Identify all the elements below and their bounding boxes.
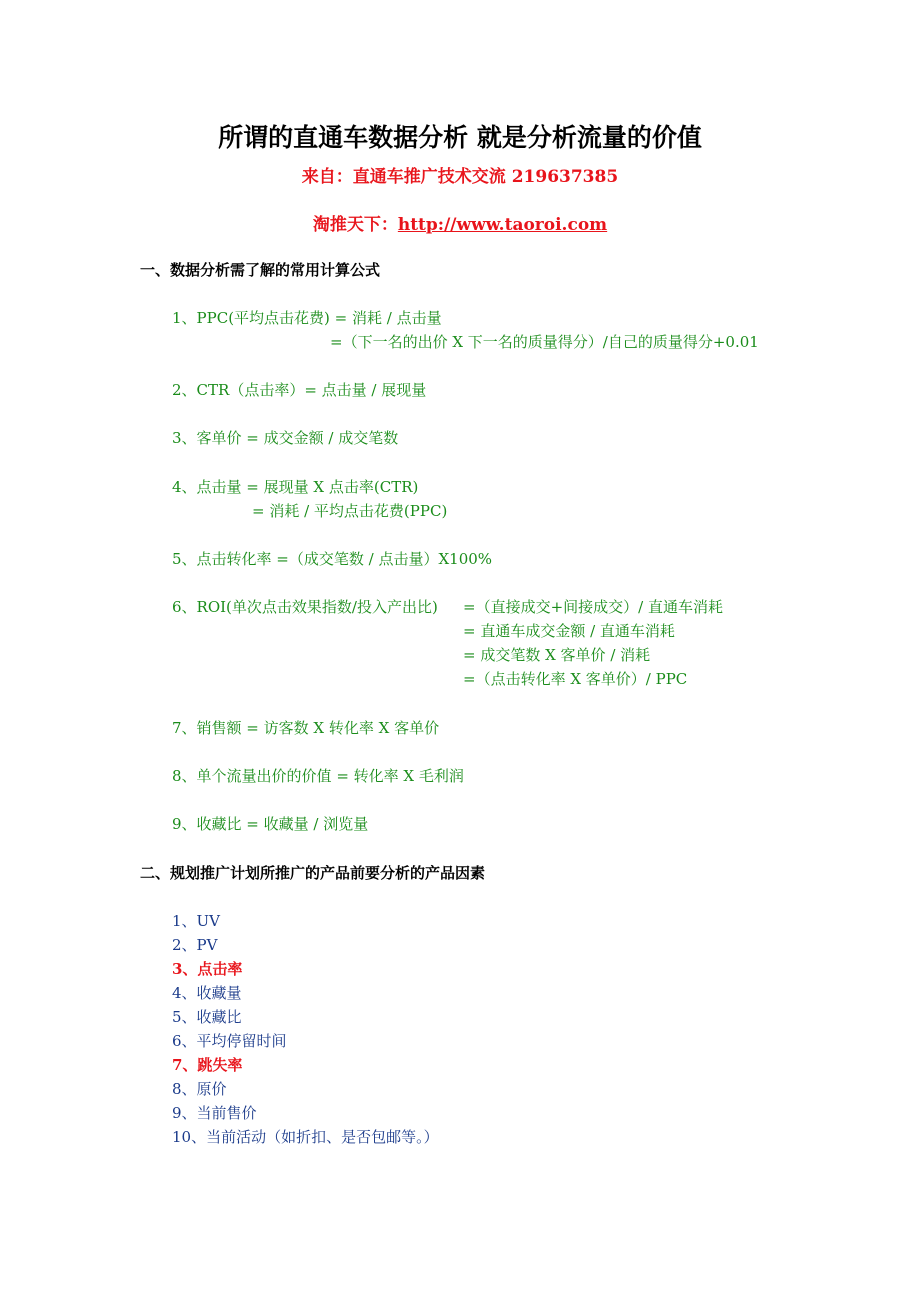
formula-3: 3、客单价 = 成交金额 / 成交笔数	[172, 429, 399, 447]
factor-item: 9、当前售价	[172, 1104, 257, 1122]
factor-item: 1、UV	[172, 912, 221, 930]
formula-5: 5、点击转化率 =（成交笔数 / 点击量）X100%	[172, 550, 493, 568]
factor-item: 6、平均停留时间	[172, 1032, 287, 1050]
page-title: 所谓的直通车数据分析 就是分析流量的价值	[218, 123, 702, 152]
section-2-heading: 二、规划推广计划所推广的产品前要分析的产品因素	[140, 864, 486, 882]
factor-item-highlighted: 3、点击率	[172, 960, 243, 978]
site-prefix: 淘推天下：	[312, 215, 398, 235]
formula-6-rhs-1: =（直接成交+间接成交）/ 直通车消耗	[463, 598, 723, 616]
formula-4-cont: = 消耗 / 平均点击花费(PPC)	[252, 502, 448, 520]
formula-1: 1、PPC(平均点击花费) = 消耗 / 点击量	[172, 309, 442, 327]
site-line	[0, 210, 920, 235]
formula-2: 2、CTR（点击率）= 点击量 / 展现量	[172, 381, 427, 399]
formula-6-rhs-3: = 成交笔数 X 客单价 / 消耗	[463, 646, 651, 664]
factor-item: 5、收藏比	[172, 1008, 242, 1026]
formula-6-rhs-2: = 直通车成交金额 / 直通车消耗	[463, 622, 675, 640]
formula-6: 6、ROI(单次点击效果指数/投入产出比)	[172, 598, 438, 616]
formula-1-cont: =（下一名的出价 X 下一名的质量得分）/自己的质量得分+0.01	[330, 333, 759, 351]
formula-8: 8、单个流量出价的价值 = 转化率 X 毛利润	[172, 767, 464, 785]
site-link[interactable]: http://www.taoroi.com	[397, 215, 608, 235]
formula-7: 7、销售额 = 访客数 X 转化率 X 客单价	[172, 719, 440, 737]
formula-4: 4、点击量 = 展现量 X 点击率(CTR)	[172, 478, 419, 496]
factor-item: 4、收藏量	[172, 984, 242, 1002]
section-1-heading: 一、数据分析需了解的常用计算公式	[140, 261, 381, 279]
factor-item-highlighted: 7、跳失率	[172, 1056, 243, 1074]
factor-item: 10、当前活动（如折扣、是否包邮等。）	[172, 1128, 439, 1146]
factor-item: 8、原价	[172, 1080, 227, 1098]
formula-6-rhs-4: =（点击转化率 X 客单价）/ PPC	[463, 670, 688, 688]
factor-item: 2、PV	[172, 936, 218, 954]
source-line: 来自：直通车推广技术交流 219637385	[301, 167, 619, 187]
formula-9: 9、收藏比 = 收藏量 / 浏览量	[172, 815, 369, 833]
